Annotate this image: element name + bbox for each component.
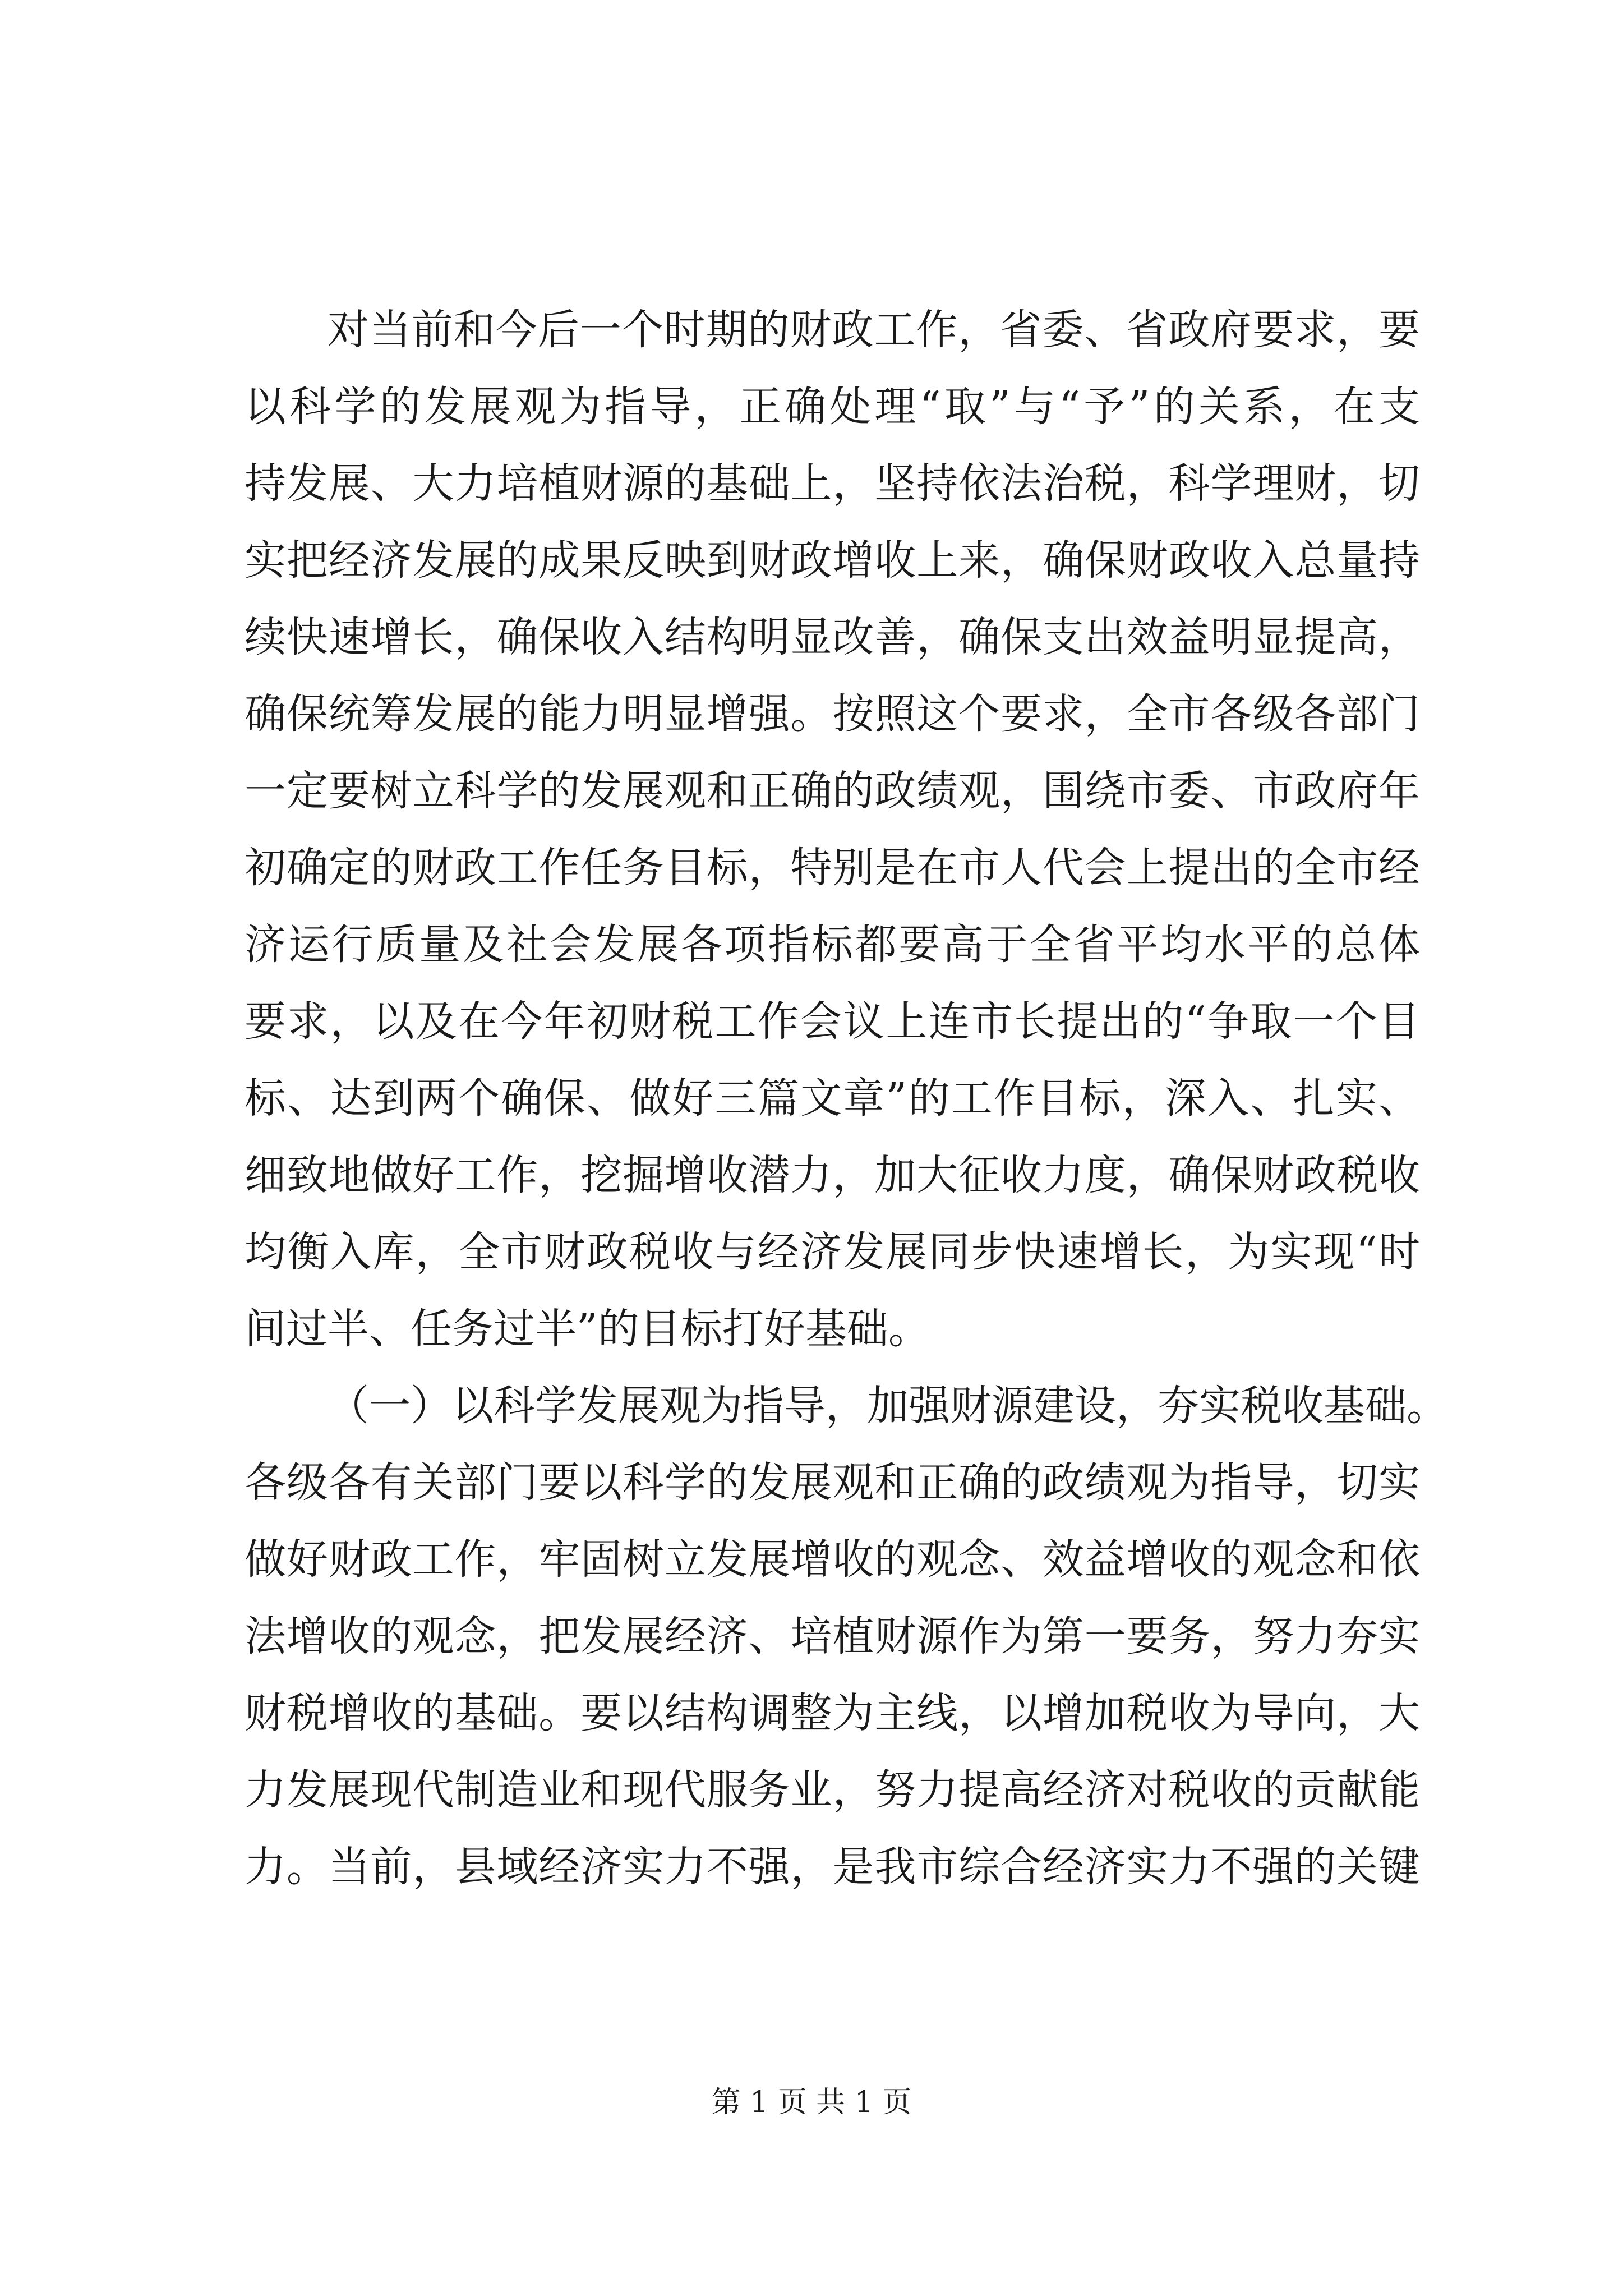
paragraph-line: 力。当前，县域经济实力不强，是我市综合经济实力不强的关键 [245,1843,1420,1891]
paragraph-line: 一定要树立科学的发展观和正确的政绩观，围绕市委、市政府年 [245,767,1420,815]
paragraph-line: 确保统筹发展的能力明显增强。按照这个要求，全市各级各部门 [245,690,1420,738]
paragraph-line: 财税增收的基础。要以结构调整为主线，以增加税收为导向，大 [245,1689,1420,1737]
paragraph-line: 实把经济发展的成果反映到财政增收上来，确保财政收入总量持 [245,536,1420,585]
paragraph-line: 要求，以及在今年初财税工作会议上连市长提出的“争取一个目 [245,997,1420,1046]
paragraph-line: 对当前和今后一个时期的财政工作，省委、省政府要求，要 [328,306,1420,354]
paragraph-line: 持发展、大力培植财源的基础上，坚持依法治税，科学理财，切 [245,459,1420,508]
paragraph-line: 均衡入库，全市财政税收与经济发展同步快速增长，为实现“时 [245,1228,1420,1276]
paragraph-line: 法增收的观念，把发展经济、培植财源作为第一要务，努力夯实 [245,1612,1420,1660]
paragraph-line: 初确定的财政工作任务目标，特别是在市人代会上提出的全市经 [245,844,1420,892]
page-footer [0,2086,1623,2119]
paragraph-line: 以科学的发展观为指导，正确处理“取”与“予”的关系，在支 [245,383,1420,431]
page-number-info: 第 1 页 共 1 页 [711,2086,912,2119]
section-heading-line: （一）以科学发展观为指导，加强财源建设，夯实税收基础。 [328,1382,1448,1430]
paragraph-line: 续快速增长，确保收入结构明显改善，确保支出效益明显提高， [245,613,1420,661]
document-body [245,292,1448,1906]
paragraph-line: 力发展现代制造业和现代服务业，努力提高经济对税收的贡献能 [245,1766,1420,1814]
paragraph-line: 细致地做好工作，挖掘增收潜力，加大征收力度，确保财政税收 [245,1151,1420,1199]
paragraph-line: 济运行质量及社会发展各项指标都要高于全省平均水平的总体 [245,921,1420,969]
paragraph-line: 标、达到两个确保、做好三篇文章”的工作目标，深入、扎实、 [245,1074,1420,1122]
paragraph-line: 各级各有关部门要以科学的发展观和正确的政绩观为指导，切实 [245,1458,1420,1507]
paragraph-line: 做好财政工作，牢固树立发展增收的观念、效益增收的观念和依 [245,1535,1420,1584]
paragraph-line: 间过半、任务过半”的目标打好基础。 [245,1305,930,1353]
